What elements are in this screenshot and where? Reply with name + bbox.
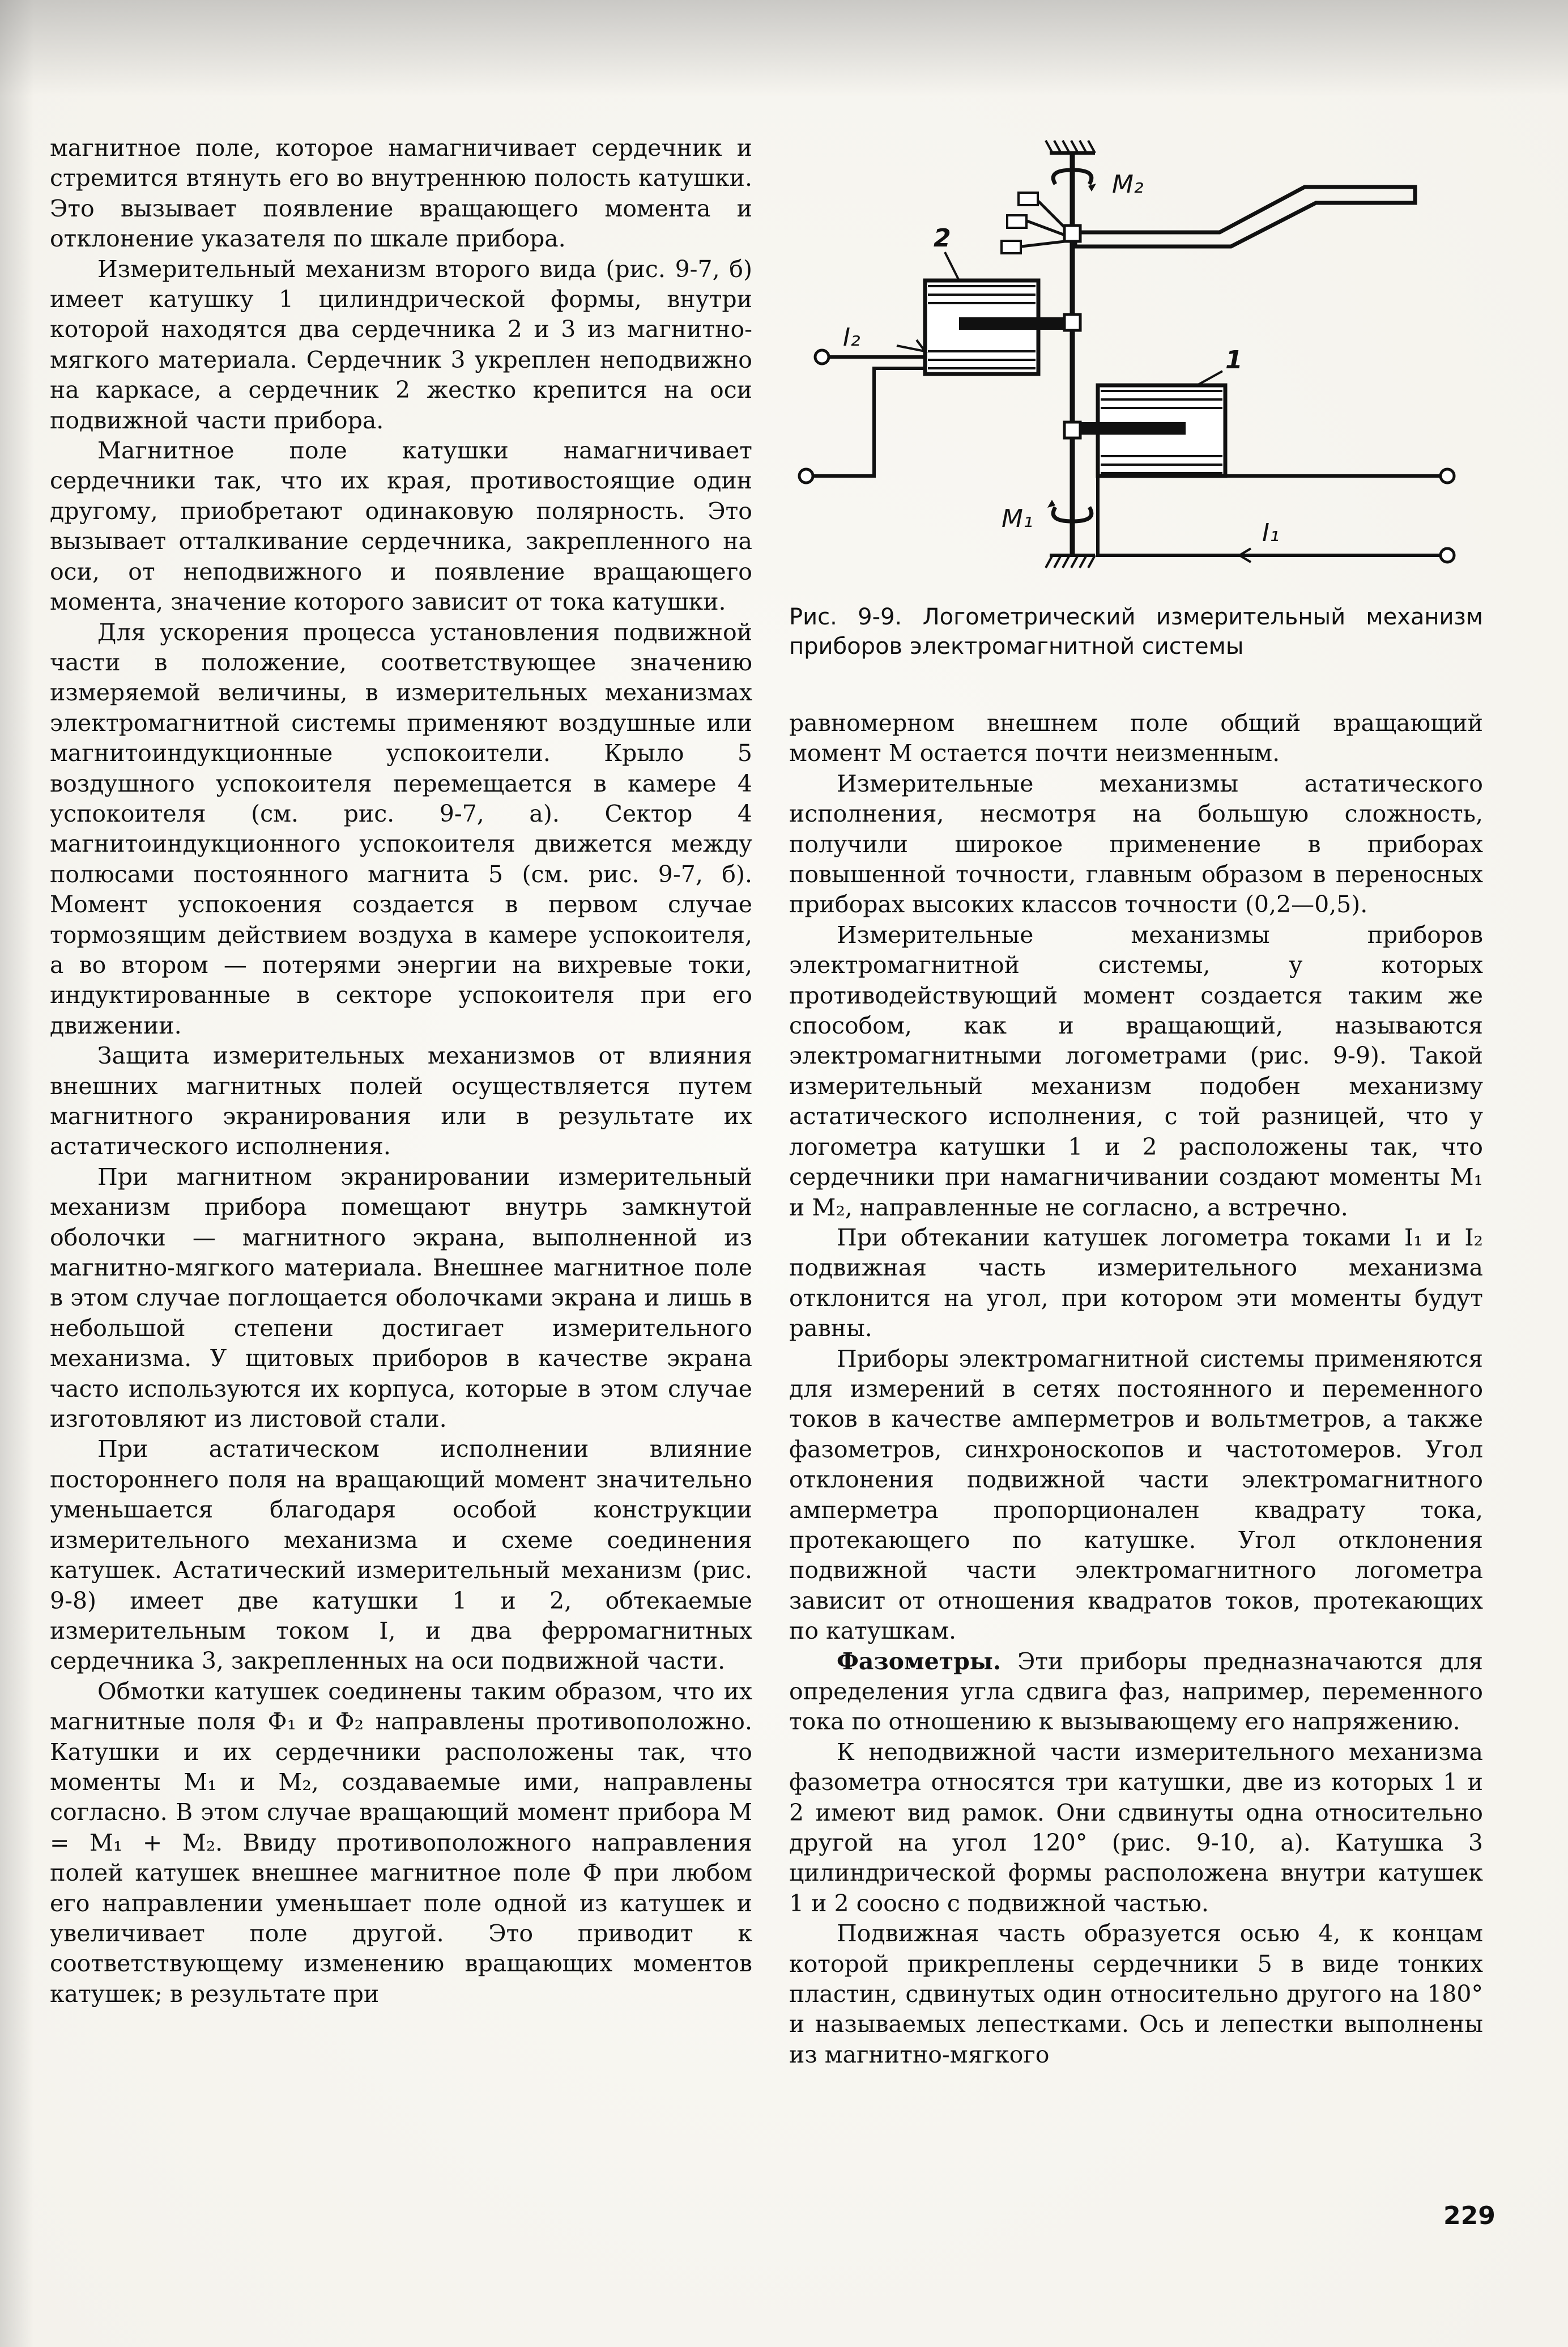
figure-caption: Рис. 9-9. Логометрический измерительный механизм приборов электромагнитной системы — [789, 604, 1483, 660]
lead-terminal — [1007, 215, 1026, 228]
paragraph: равномерном внешнем поле общий вращающий момент M остается почти неизменным. — [789, 709, 1483, 767]
figure-9-9-ratiometer-diagram — [789, 136, 1483, 595]
paragraph: Приборы электромагнитной системы применяются для измерений в сетях постоянного и переменного токов в качестве амперметров и вольтметров, а также фазометров, синхроноскопов и частотомеров. Угол отклонения подвижной части электромагнитного амперметра пропорционален квадрату тока, протекающего по катушке. Угол отклонения подвижной части электромагнитного логометра зависит от отношения квадратов токов, протекающих по катушкам. — [789, 1345, 1483, 1645]
shaft-hub — [1064, 314, 1080, 330]
label-current-2: I₂ — [843, 323, 860, 352]
paragraph: Измерительные механизмы астатического исполнения, несмотря на большую сложность, получили широкое применение в приборах повышенной точности, главным образом в переносных приборах высоких классов точности (0,2—0,5). — [789, 769, 1483, 919]
scan-shadow-top — [0, 0, 1568, 96]
label-current-1: I₁ — [1262, 518, 1280, 547]
paragraph: К неподвижной части измерительного механизма фазометра относятся три катушки, две из которых 1 и 2 имеют вид рамок. Они сдвинуты одна относительно другой на угол 120° (рис. 9-10, а). Катушка 3 цилиндрической формы расположена внутри катушек 1 и 2 соосно с подвижной частью. — [789, 1738, 1483, 1917]
paragraph: Обмотки катушек соединены таким образом, что их магнитные поля Ф₁ и Ф₂ направлены противоположно. Катушки и их сердечники расположены так, что моменты M₁ и M₂, создаваемые ими, направлены согласно. В этом случае вращающий момент прибора M = M₁ + M₂. Ввиду противоположного направления полей катушек внешнее магнитное поле Ф при любом его направлении уменьшает поле одной из катушек и увеличивает поле другой. Это приводит к соответствующему изменению вращающих моментов катушек; в результате при — [50, 1677, 752, 2008]
left-text-column — [50, 133, 752, 2009]
paragraph: Измерительный механизм второго вида (рис. 9-7, б) имеет катушку 1 цилиндрической формы, внутри которой находятся два сердечника 2 и 3 из магнитно-мягкого материала. Сердечник 3 укреплен неподвижно на каркасе, а сердечник 2 жестко крепится на оси подвижной части прибора. — [50, 255, 752, 434]
paragraph: Магнитное поле катушки намагничивает сердечники так, что их края, противостоящие один другому, приобретают одинаковую полярность. Это вызывает отталкивание сердечника, закрепленного на оси, от неподвижного и появление вращающего момента, значение которого зависит от тока катушки. — [50, 437, 752, 616]
terminal-icon — [1441, 549, 1454, 562]
paragraph: Защита измерительных механизмов от влияния внешних магнитных полей осуществляется путем магнитного экранирования или в результате их астатического исполнения. — [50, 1042, 752, 1160]
paragraph: магнитное поле, которое намагничивает сердечник и стремится втянуть его во внутреннюю полость катушки. Это вызывает появление вращающего момента и отклонение указателя по шкале прибора. — [50, 134, 752, 253]
paragraph: Для ускорения процесса установления подвижной части в положение, соответствующее значению измеряемой величины, в измерительных механизмах электромагнитной системы применяют воздушные или магнитоиндукционные успокоители. Крыло 5 воздушного успокоителя перемещается в камере 4 успокоителя (см. рис. 9-7, а). Сектор 4 магнитоиндукционного успокоителя движется между полюсами постоянного магнита 5 (см. рис. 9-7, б). Момент успокоения создается в первом случае тормозящим действием воздуха в камере успокоителя, а во втором — потерями энергии на вихревые токи, индуктированные в секторе успокоителя при его движении. — [50, 618, 752, 1039]
label-coil-1: 1 — [1225, 346, 1243, 375]
terminal-icon — [799, 469, 813, 483]
label-coil-2: 2 — [934, 224, 951, 253]
current-arrow-icon — [897, 340, 925, 351]
paragraph: При астатическом исполнении влияние постороннего поля на вращающий момент значительно уменьшается благодаря особой конструкции измерительного механизма и схеме соединения катушек. Астатический измерительный механизм (рис. 9-8) имеет две катушки 1 и 2, обтекаемые измерительным током I, и два ферромагнитных сердечника 3, закрепленных на оси подвижной части. — [50, 1435, 752, 1675]
top-mount-hatching — [1046, 141, 1095, 153]
lead-wires — [1021, 201, 1070, 246]
core-2 — [959, 317, 1067, 330]
lead-terminal — [1019, 193, 1038, 205]
paragraph: При обтекании катушек логометра токами I₁ и I₂ подвижная часть измерительного механизма отклонится на угол, при котором эти моменты будут равны. — [789, 1223, 1483, 1342]
shaft-hub — [1064, 422, 1080, 438]
core-1 — [1078, 422, 1186, 435]
arrow-head-icon — [1088, 184, 1096, 192]
right-text-column — [789, 708, 1483, 2070]
leader-line — [1197, 371, 1222, 385]
paragraph: Измерительные механизмы приборов электромагнитной системы, у которых противодействующий момент создается таким же способом, как и вращающий, называются электромагнитными логометрами (рис. 9-9). Такой измерительный механизм подобен механизму астатического исполнения, с той разницей, что у логометра катушки 1 и 2 расположены так, что сердечники при намагничивании создают моменты M₁ и M₂, направленные не согласно, а встречно. — [789, 921, 1483, 1221]
bottom-mount-hatching — [1046, 555, 1095, 568]
label-moment-2: M₂ — [1112, 170, 1144, 199]
leader-line — [945, 252, 959, 280]
paragraph-phasemeters — [789, 1647, 1483, 1737]
paragraph: Подвижная часть образуется осью 4, к концам которой прикреплены сердечники 5 в виде тонких пластин, сдвинутых один относительно другого на 180° и называемых лепестками. Ось и лепестки выполнены из магнитно-мягкого — [789, 1920, 1483, 2068]
shaft-hub — [1064, 226, 1080, 241]
lead-terminal — [1002, 241, 1021, 253]
current-arrow-icon — [1239, 549, 1276, 562]
scan-shadow-left — [0, 0, 34, 2347]
terminal-icon — [815, 350, 829, 364]
ratiometer-diagram — [789, 136, 1483, 595]
terminal-icon — [1441, 469, 1454, 483]
paragraph: При магнитном экранировании измерительный механизм прибора помещают внутрь замкнутой оболочки — магнитного экрана, выполненной из магнитно-мягкого материала. Внешнее магнитное поле в этом случае поглощается оболочками экрана и лишь в небольшой степени достигает измерительного механизма. У щитовых приборов в качестве экрана часто используются их корпуса, которые в этом случае изготовляют из листовой стали. — [50, 1163, 752, 1433]
section-heading: Фазометры. — [837, 1647, 1002, 1675]
paragraph-text: Эти приборы предназначаются для определения угла сдвига фаз, например, переменного тока по отношению к вызывающему его напряжению. — [789, 1647, 1483, 1736]
page-number: 229 — [1443, 2201, 1495, 2230]
label-moment-1: M₁ — [1002, 504, 1033, 533]
wire-common — [812, 368, 925, 476]
